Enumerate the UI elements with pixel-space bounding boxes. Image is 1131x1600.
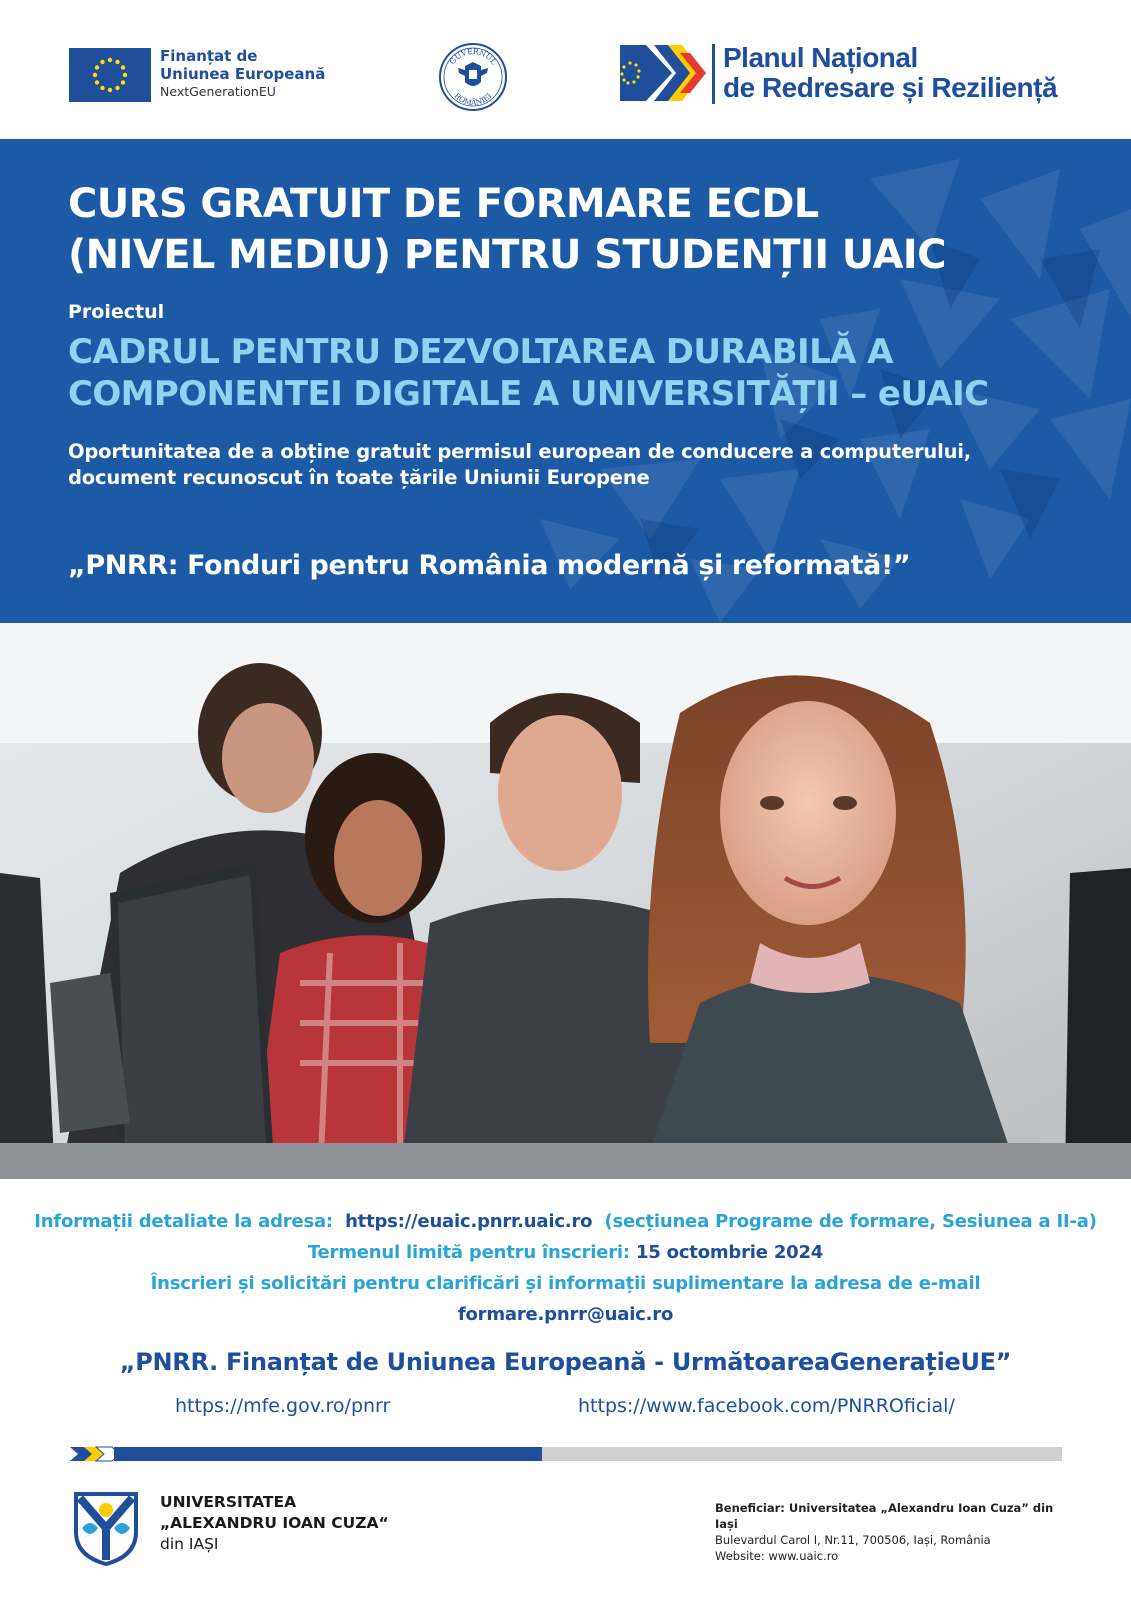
pnrr-line1: Planul Național: [723, 42, 918, 73]
footer-arrows-icon: [70, 1445, 132, 1463]
eu-stars-icon: [69, 48, 151, 102]
detail-section: (secțiunea Programe de formare, Sesiunea a II-a): [604, 1211, 1097, 1232]
project-line1: CADRUL PENTRU DEZVOLTAREA DURABILĂ A: [68, 332, 893, 372]
eu-line2: Uniunea Europeană: [160, 65, 326, 83]
project-name: [68, 331, 1128, 415]
hero-band: [0, 139, 1131, 623]
eu-line3: NextGenerationEU: [160, 84, 276, 99]
pnrr-divider: [712, 44, 715, 104]
svg-text:ROMÂNIEI: [453, 91, 494, 107]
facebook-link[interactable]: https://www.facebook.com/PNRROficial/: [578, 1395, 955, 1417]
mfe-link[interactable]: https://mfe.gov.ro/pnrr: [175, 1395, 391, 1417]
website-link[interactable]: Website: www.uaic.ro: [715, 1549, 839, 1563]
info-section: [0, 1206, 1131, 1330]
romanian-government-seal: [438, 42, 508, 112]
opportunity-line1: Oportunitatea de a obține gratuit permisul european de conducere a computerului,: [68, 440, 971, 463]
opportunity-text: [68, 439, 1118, 491]
beneficiary-info: [715, 1500, 1055, 1564]
deadline-line: [0, 1237, 1131, 1268]
deadline-label: Termenul limită pentru înscrieri:: [307, 1242, 630, 1263]
generation-slogan: „PNRR. Finanțat de Uniunea Europeană - UrmătoareaGenerațieUE”: [119, 1348, 1012, 1376]
pnrr-line2: de Redresare și Reziliență: [723, 72, 1058, 103]
detail-label: Informații detaliate la adresa:: [34, 1211, 333, 1232]
uni-line3: din IAȘI: [160, 1535, 219, 1553]
enroll-text: Înscrieri și solicitări pentru clarificări și informații suplimentare la adresa de e-mail: [150, 1273, 981, 1294]
eagle-crest-icon: [458, 62, 488, 86]
university-name: [160, 1492, 389, 1555]
footer-bar-blue: [127, 1447, 542, 1461]
title-line1: CURS GRATUIT DE FORMARE ECDL: [68, 181, 819, 227]
beneficiary-text: Beneficiar: Universitatea „Alexandru Ioan Cuza” din Iași: [715, 1501, 1054, 1531]
address-text: Bulevardul Carol I, Nr.11, 700506, Iași, România: [715, 1533, 991, 1547]
pnrr-arrows-logo: [620, 45, 712, 101]
seal-top-text: GUVERNUL: [447, 46, 499, 67]
students-photo: [0, 623, 1131, 1179]
project-label: Proiectul: [68, 301, 165, 323]
uni-line2: „ALEXANDRU IOAN CUZA“: [160, 1514, 389, 1532]
email-link[interactable]: formare.pnrr@uaic.ro: [457, 1304, 674, 1325]
footer-bar-grey: [542, 1447, 1062, 1461]
title-line2: (NIVEL MEDIU) PENTRU STUDENȚII UAIC: [68, 232, 946, 278]
eu-flag-logo: [69, 48, 151, 102]
deadline-value: 15 octombrie 2024: [635, 1242, 824, 1263]
course-title: [68, 179, 1118, 281]
opportunity-line2: document recunoscut în toate țările Uniunii Europene: [68, 466, 650, 489]
project-line2: COMPONENTEI DIGITALE A UNIVERSITĂȚII – eUAIC: [68, 374, 989, 414]
pnrr-title: [723, 43, 1057, 103]
eu-line1: Finanțat de: [160, 47, 258, 65]
seal-bottom-text: ROMÂNIEI: [452, 91, 494, 108]
pnrr-slogan: „PNRR: Fonduri pentru România modernă și reformată!”: [68, 550, 911, 581]
detail-line: [0, 1206, 1131, 1237]
uni-line1: UNIVERSITATEA: [160, 1493, 297, 1511]
detail-url-link[interactable]: https://euaic.pnrr.uaic.ro: [345, 1211, 593, 1232]
eu-funding-text: [160, 47, 325, 101]
university-crest-icon: [70, 1488, 142, 1568]
